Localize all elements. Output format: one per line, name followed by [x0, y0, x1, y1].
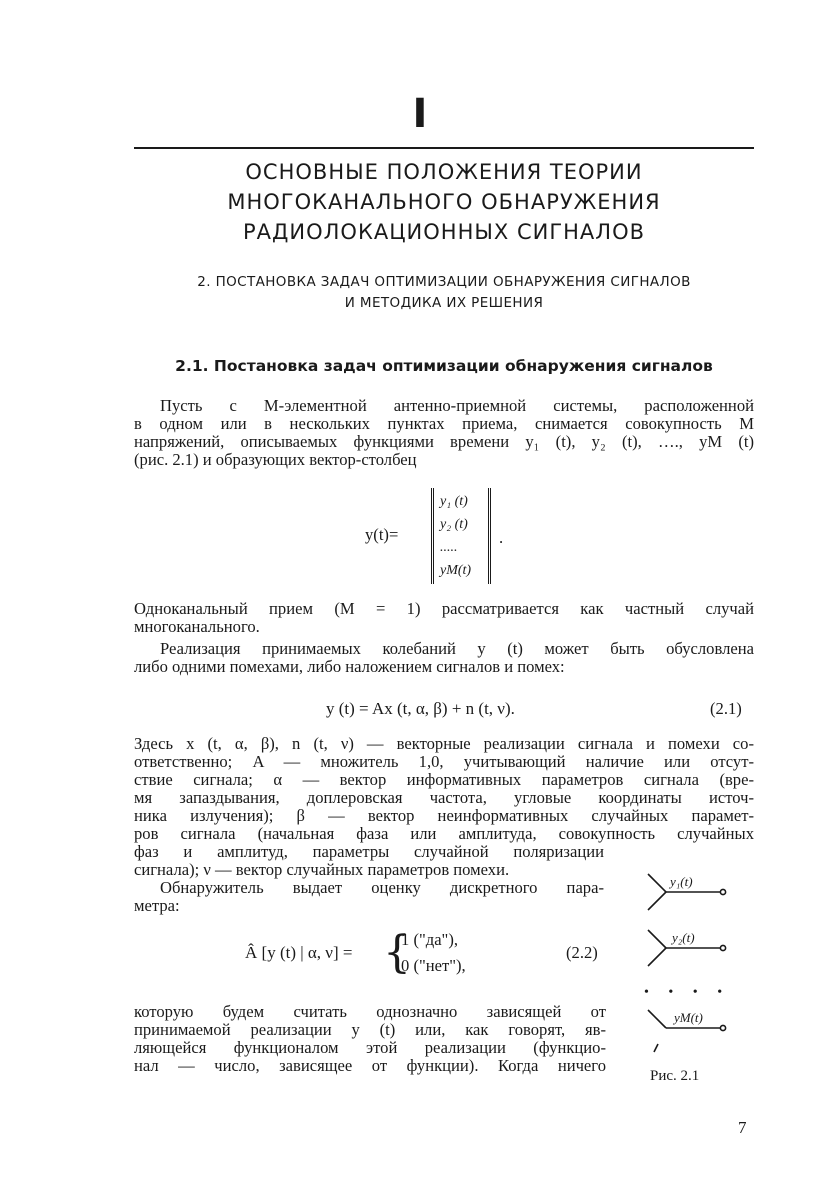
- chapter-title-line: МНОГОКАНАЛЬНОГО ОБНАРУЖЕНИЯ: [227, 190, 661, 214]
- equation-2-2: [245, 928, 605, 980]
- text-line: либо одними помехами, либо наложением сигналов и помех:: [134, 658, 565, 676]
- section-title: [134, 272, 754, 314]
- text-line: нал — число, зависящее от функции). Когда ничего: [134, 1057, 606, 1075]
- chapter-title-line: ОСНОВНЫЕ ПОЛОЖЕНИЯ ТЕОРИИ: [245, 160, 643, 184]
- paragraph-3: [134, 640, 754, 676]
- equation-2-2-number: (2.2): [566, 943, 598, 962]
- page-number: 7: [738, 1118, 747, 1137]
- subsection-title: 2.1. Постановка задач оптимизации обнаружения сигналов: [175, 357, 713, 375]
- text-line: ляющейся функционалом этой реализации (функцио-: [134, 1039, 606, 1057]
- vector-trail: .: [499, 528, 504, 547]
- text-line: которую будем считать однозначно зависящей от: [134, 1003, 606, 1021]
- text-line: ника излучения); β — вектор неинформативных случайных парамет-: [134, 807, 754, 825]
- text-line: ответственно; A — множитель 1,0, учитывающий наличие или отсут-: [134, 753, 754, 771]
- text-line: (рис. 2.1) и образующих вектор-столбец: [134, 451, 417, 469]
- equation-2-2-case-no: 0 ("нет"),: [401, 956, 466, 975]
- equation-2-1: y (t) = Ax (t, α, β) + n (t, ν).: [326, 699, 515, 718]
- paragraph-6: [134, 1003, 606, 1075]
- figure-dots: • • • •: [644, 985, 731, 1000]
- text-line: метра:: [134, 897, 180, 915]
- text-line: мя запаздывания, доплеровская частота, угловые координаты источ-: [134, 789, 754, 807]
- vector-entry: .....: [440, 540, 458, 555]
- equation-2-2-lhs: Â [y (t) | α, ν] =: [245, 943, 353, 962]
- text-line: сигнала); ν — вектор случайных параметров помехи.: [134, 861, 510, 879]
- text-line: Пусть с M-элементной антенно-приемной системы, расположенной: [160, 397, 754, 415]
- text-line: Обнаружитель выдает оценку дискретного пара-: [160, 879, 604, 897]
- brace-symbol: {: [383, 927, 411, 978]
- equation-2-1-number: (2.1): [710, 699, 742, 718]
- text-line: Одноканальный прием (M = 1) рассматривается как частный случай: [134, 600, 754, 618]
- paragraph-1: [134, 397, 754, 469]
- vector-entry: y₂ (t): [440, 517, 468, 532]
- figure-label-y1: y₁(t): [670, 874, 693, 889]
- text-line: в одном или в нескольких пунктах приема, снимается совокупность M: [134, 415, 754, 433]
- text-line: принимаемой реализации y (t) или, как говорят, яв-: [134, 1021, 606, 1039]
- figure-label-y2: y₂(t): [672, 930, 695, 945]
- text-line: фаз и амплитуд, параметры случайной поляризации: [134, 843, 604, 861]
- equation-2-2-case-yes: 1 ("да"),: [401, 930, 459, 949]
- vector-entry: yM(t): [440, 563, 472, 578]
- section-title-line: 2. ПОСТАНОВКА ЗАДАЧ ОПТИМИЗАЦИИ ОБНАРУЖЕНИЯ СИГНАЛОВ: [197, 274, 691, 290]
- chapter-title-line: РАДИОЛОКАЦИОННЫХ СИГНАЛОВ: [242, 220, 646, 244]
- chapter-rule: [134, 147, 754, 149]
- paragraph-4-narrow: [134, 843, 604, 879]
- figure-label-ym: yM(t): [674, 1010, 703, 1025]
- section-title-line: И МЕТОДИКА ИХ РЕШЕНИЯ: [344, 295, 544, 311]
- figure-caption: Рис. 2.1: [650, 1068, 700, 1084]
- vector-equation: [365, 488, 525, 588]
- text-line: Здесь x (t, α, β), n (t, ν) — векторные реализации сигнала и помехи со-: [134, 735, 754, 753]
- vector-matrix: [431, 488, 491, 584]
- text-line: ров сигнала (начальная фаза или амплитуда, совокупность случайных: [134, 825, 754, 843]
- text-line: многоканального.: [134, 618, 260, 636]
- figure-antenna-elements: [630, 866, 750, 1066]
- text-line: ствие сигнала; α — вектор информативных параметров сигнала (вре-: [134, 771, 754, 789]
- paragraph-4: [134, 735, 754, 843]
- chapter-title: [134, 157, 754, 247]
- text-line: Реализация принимаемых колебаний y (t) может быть обусловлена: [160, 640, 754, 658]
- paragraph-2: [134, 600, 754, 636]
- chapter-number: I: [412, 91, 428, 137]
- text-line: напряжений, описываемых функциями времени y₁ (t), y₂ (t), …., yM (t): [134, 433, 754, 451]
- vector-lhs: y(t)=: [365, 525, 399, 544]
- vector-entry: y₁ (t): [440, 494, 468, 509]
- paragraph-5: [134, 879, 604, 915]
